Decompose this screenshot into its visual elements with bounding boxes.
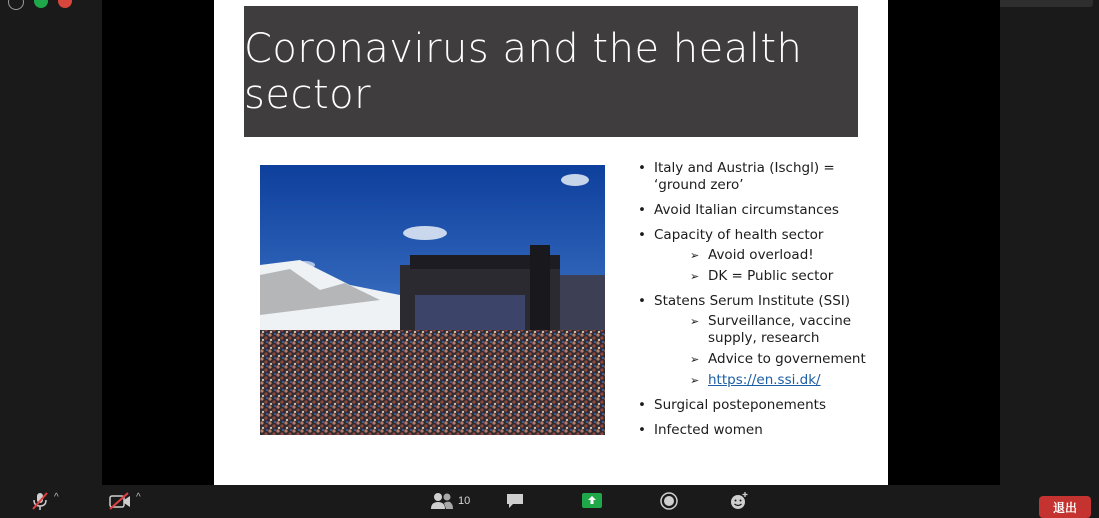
info-icon[interactable] — [8, 0, 24, 10]
video-options-caret[interactable]: ^ — [136, 491, 141, 503]
video-off-icon — [108, 491, 132, 511]
bullet-item: • Surgical posteponements — [634, 397, 874, 414]
arrow-bullet-icon: ➢ — [690, 315, 700, 328]
record-button[interactable] — [659, 490, 679, 512]
security-shield-icon[interactable] — [34, 0, 48, 8]
chat-button[interactable] — [505, 490, 525, 512]
sub-bullet-item: ➢ Advice to governement — [690, 351, 866, 367]
share-screen-button[interactable] — [581, 490, 603, 512]
arrow-bullet-icon: ➢ — [690, 374, 700, 387]
participants-count: 10 — [458, 495, 471, 507]
sub-bullet-item: ➢ Avoid overload! — [690, 247, 814, 263]
arrow-bullet-icon: ➢ — [690, 270, 700, 283]
share-screen-icon — [581, 492, 603, 510]
chat-icon — [505, 492, 525, 510]
mute-button[interactable] — [30, 490, 59, 512]
audio-options-caret[interactable]: ^ — [54, 491, 59, 503]
bullet-item: • Statens Serum Institute (SSI) ➢ Surveillance, vaccine supply, research ➢ Advice to governement ➢ https://en.ssi.dk/ — [634, 293, 874, 389]
sub-bullet-list — [654, 247, 874, 285]
slide-bullet-list — [634, 160, 874, 447]
bullet-item: • Avoid Italian circumstances — [634, 202, 874, 219]
reactions-icon — [729, 491, 749, 511]
mic-muted-icon — [30, 491, 50, 511]
concert-crowd-photo — [260, 165, 605, 435]
bullet-item: • Italy and Austria (Ischgl) = ‘ground zero’ — [634, 160, 874, 194]
participants-icon — [430, 492, 454, 510]
meeting-toolbar — [0, 485, 1099, 517]
presentation-slide — [214, 0, 888, 485]
sub-bullet-item: ➢ Surveillance, vaccine supply, research — [690, 313, 852, 346]
recording-indicator-icon — [58, 0, 72, 8]
sub-bullet-item — [654, 372, 874, 389]
concert-crowd-illustration — [260, 165, 605, 435]
arrow-bullet-icon: ➢ — [690, 353, 700, 366]
participants-button[interactable] — [430, 490, 470, 512]
sub-bullet-item: ➢ DK = Public sector — [690, 268, 834, 284]
top-left-status-icons — [8, 0, 72, 10]
start-video-button[interactable] — [108, 490, 141, 512]
bullet-item: • Capacity of health sector ➢ Avoid overload! ➢ DK = Public sector — [634, 227, 874, 285]
ssi-link[interactable]: https://en.ssi.dk/ — [708, 372, 821, 388]
slide-title: Coronavirus and the health sector — [244, 25, 803, 118]
sub-bullet-list — [654, 313, 874, 389]
bullet-item: • Infected women — [634, 422, 874, 439]
reactions-button[interactable] — [729, 490, 749, 512]
arrow-bullet-icon: ➢ — [690, 249, 700, 262]
leave-meeting-button[interactable]: 退出 — [1039, 496, 1091, 518]
slide-title-bar — [244, 6, 858, 137]
record-icon — [659, 491, 679, 511]
